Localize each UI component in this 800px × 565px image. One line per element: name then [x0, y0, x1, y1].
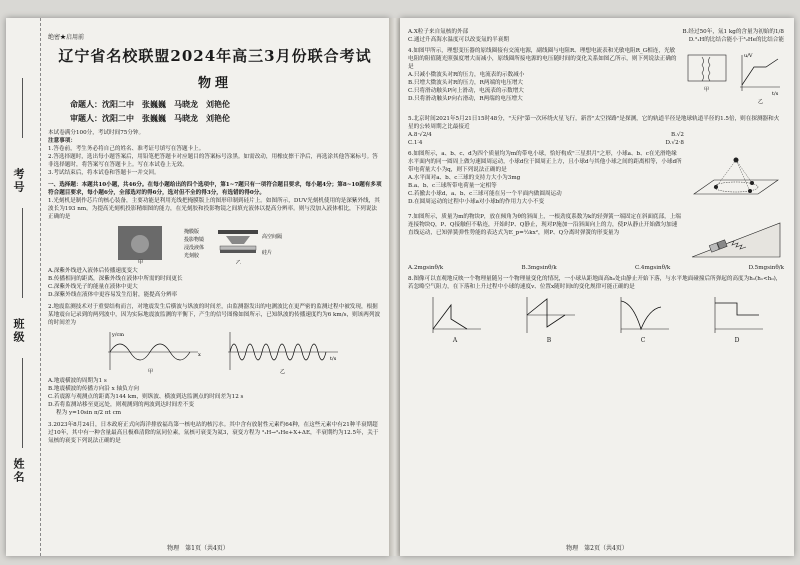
q1-label-liquid: 浸没液体	[184, 245, 205, 251]
q6-options	[408, 174, 682, 206]
photo-detail	[131, 235, 149, 253]
binding-line	[22, 78, 23, 138]
q2-option-b: B.地震横波的传播方向沿 x 轴负方向	[48, 386, 139, 392]
q5-options-row-1	[408, 131, 784, 139]
q7-option-b: B.3mgsinθ/k	[521, 265, 557, 271]
q8-graph-b	[519, 295, 579, 344]
q8-graph-b-label: B	[546, 337, 552, 344]
q5-option-d: D.√2·8	[665, 140, 684, 146]
secret-mark: 绝密★启用前	[48, 34, 85, 41]
q8-graph-c	[613, 295, 673, 344]
q1-caption-a: 甲	[138, 260, 144, 264]
q6-link-db	[736, 160, 750, 191]
q2-caption-b: 乙	[280, 369, 286, 374]
q6-option-b: B.a、b、c三球所带电荷量一定相等	[408, 183, 497, 189]
q7-option-c: C.4mgsinθ/k	[635, 265, 671, 271]
q2-equation: 程为 y=10sin π/2 πt cm	[56, 410, 122, 416]
q3-option-d: D.³₁H的比结合能小于³₂He的比结合能	[688, 37, 784, 43]
q5-option-a: A.8·√2/4	[408, 132, 432, 138]
q3-option-c: C.通过升高海水温度可以改变氚的半衰期	[408, 37, 509, 43]
q8-graph-a-label: A	[452, 337, 458, 344]
q4-options	[408, 71, 678, 103]
q1-caption-b: 乙	[236, 260, 242, 264]
q4-label-u: u/V	[744, 53, 753, 59]
q2-options	[48, 377, 382, 417]
q3-options	[408, 28, 784, 44]
question-4: 4.如图甲所示，理想变压器的原线圈接有交流电源，副线圈与电阻R、理想电流表和光敏电阻R_G相连，光敏电阻的阻值随光照强度增大而减小，原线圈所接电源的电压随时间的变化关系如图乙所示，则下列说法正确的是	[408, 48, 677, 70]
curve	[715, 303, 759, 315]
q1-label-gap: 高空间隔	[262, 234, 283, 240]
q8-graph-c-svg	[615, 295, 671, 335]
binding-line	[22, 208, 23, 298]
q2-option-d: D.若将监测站移至更远处，则观测到的两波到达时间差不变	[48, 402, 194, 408]
q8-graph-c-label: C	[640, 337, 646, 344]
q3-options-row-1	[408, 28, 784, 36]
q1-label-resist: 光刻胶	[184, 253, 200, 259]
section-1-header: 一、选择题：本题共10小题，共46分。在每小题给出的四个选项中，第1~7题只有一项符合题目要求，每小题4分；第8~10题有多项符合题目要求，每小题6分，全部选对的得6分，选对但不全的得3分，有选错的得0分。	[48, 182, 382, 196]
q4-coil-secondary	[709, 57, 711, 81]
q5-options-row-2	[408, 139, 784, 147]
q4-option-c: C.只将滑动触头P向上滑动，电流表的示数增大	[408, 88, 524, 94]
q4-graph-line	[742, 59, 778, 85]
q7-option-a: A.2mgsinθ/k	[408, 265, 444, 271]
q6-option-c: C.若撤去小球d，a、b、c三球可能在另一个平面内做圆周运动	[408, 191, 562, 197]
q2-label-x: x	[198, 352, 201, 358]
reviewer-line: 审题人：沈阳二中 张巍巍 马晓龙 刘艳伦	[70, 113, 230, 123]
authors	[48, 97, 382, 125]
q2-figure-svg	[48, 330, 378, 374]
q7-incline	[692, 223, 780, 257]
binding-strip	[6, 18, 41, 556]
binding-label-exam-no: 考号	[12, 168, 25, 194]
q8-graphs	[408, 295, 784, 344]
q5-options	[408, 131, 784, 147]
question-6: 6.如图所示，a、b、c、d为四个质量均为m的带电小球，恰好构成"三星拱月"之形，小球a、b、c在光滑绝缘水平面内的同一圆周上做匀速圆周运动，小球d位于圆周正上方，且小球d与其他小球之间的距离相等，小球d所带电荷量大小为q，则下列说法正确的是	[408, 151, 682, 173]
q8-graph-d-label: D	[734, 337, 740, 344]
q4-option-b: B.只增大微波头对R的压力，R两端的电压增大	[408, 80, 524, 86]
q4-label-t: t/s	[772, 91, 779, 97]
page-1	[6, 18, 390, 556]
notice-title: 注意事项：	[48, 138, 76, 144]
curve	[433, 305, 467, 329]
q2-option-a: A.地震横波的周期为1 s	[48, 378, 107, 384]
q1-option-b: B.传播相同的距离，深紫外线在液体中所需的时间更长	[48, 276, 183, 282]
q4-option-a: A.只减小微波头对R的压力，电流表的示数减小	[408, 72, 525, 78]
q6-link-da	[716, 160, 736, 187]
q5-option-c: C.1∶4	[408, 140, 423, 146]
q1-option-d: D.深紫外线在液体中更容易发生衍射，能提高分辨率	[48, 292, 178, 298]
question-2: 2.地震监测技术对于重要结构而言，对地震发生后横波与纵波的时间差，由监测器发出的电测波比在更严密的监测过程中被发现，根据某地震台记录到的两列波中，因为实际地震波监测的平衡下，产生的信号图像如图所示，已知纵波的传播速度约为6 km/s，则该两列波的时间差为	[48, 304, 381, 326]
mask-plate	[218, 230, 258, 234]
subject-title: 物理	[197, 76, 232, 91]
q1-options	[48, 267, 382, 299]
binding-label-class: 班级	[12, 318, 25, 344]
page-2-content	[408, 18, 784, 344]
exam-intro: 本试卷满分100分，考试时间75分钟。	[48, 130, 145, 136]
curve	[621, 301, 661, 329]
projection-lens	[226, 236, 250, 244]
q1-label-mask: 掩膜版	[184, 229, 200, 235]
q3-options-row-2	[408, 36, 784, 44]
q8-graph-d	[707, 295, 767, 344]
wafer	[220, 250, 256, 253]
q7-option-d: D.5mgsinθ/k	[748, 265, 784, 271]
q8-graph-d-svg	[709, 295, 765, 335]
q1-option-a: A.深紫外线进入液体后传播速度变大	[48, 268, 138, 274]
question-8: 8.图像可以直观地反映一个物理量随另一个物理量变化的情况，一小球从距地面高h₀处由静止开始下落，与水平地面碰撞后所弹起的高度为h₁(h₁<h₀)，若忽略空气阻力，在下落和上升过程中小球的速度v、位置x随时间t的变化规律可能正确的是	[408, 276, 782, 290]
q6-option-d: D.在圆周运动的过程中小球a对小球b的作用力大小不变	[408, 199, 545, 205]
q7-block	[408, 213, 784, 263]
q8-graph-a	[425, 295, 485, 344]
q6-link-dc	[736, 160, 752, 183]
q1-figure-svg	[48, 224, 378, 264]
notice-3: 3.考试结束后，将本试卷和答题卡一并交回。	[48, 170, 160, 176]
q3-option-b: B.经过50年，氚1 kg的含量为初始的1/8	[682, 29, 784, 35]
q4-block	[408, 47, 784, 111]
exam-title: 辽宁省名校联盟2024年高三3月份联合考试	[58, 47, 372, 65]
curve	[527, 299, 565, 327]
q4-transformer-circuit	[688, 55, 726, 81]
q7-text-col	[408, 213, 682, 263]
q2-figure	[48, 330, 382, 374]
q1-figure	[48, 224, 382, 264]
q5-option-b: B.√2	[670, 132, 684, 138]
q8-graph-a-svg	[427, 295, 483, 335]
question-1: 1.光刻机是制作芯片的核心装备，主要功能是利用光线把掩膜版上的图形印制到硅片上。如图所示，DUV光刻机使用的是深紫外线，其波长为193 nm。为提高光刻机投影精细图的能力，在光刻胶和投影物镜之间填充液体以提高分辨率。则与没加入液体相比，下列说法正确的是	[48, 198, 380, 220]
q2-label-t: t/s	[330, 356, 337, 362]
q3-option-a: A.X粒子来自氚核的外部	[408, 29, 469, 35]
question-7: 7.如图所示，质量为m的物块P，放在倾角为θ的斜面上，一根劲度系数为k的轻弹簧一端固定在斜面底部，上端连接物块Q，P、Q接触但不粘连，开始时P、Q静止，现对P施加一沿斜面向上的力，使P从静止开始做匀加速直线运动，已知弹簧弹性势能的表达式为E_p=½kx²，则P、Q分离时弹簧的形变量为	[408, 214, 681, 236]
page-1-content	[48, 18, 382, 445]
q6-block	[408, 150, 784, 210]
q1-label-lens: 投影物镜	[184, 237, 205, 243]
q7-figure	[688, 213, 784, 263]
notice-2: 2.答选择题时，选出每小题答案后，用铅笔把答题卡对应题目的答案标号涂黑。如需改动，用橡皮擦干净后，再选涂其他答案标号。答非选择题时，将答案写在答题卡上。写在本试卷上无效。	[48, 154, 378, 168]
q4-option-d: D.只将滑动触头P向右滑动，R两端的电压增大	[408, 96, 523, 102]
question-5: 5.北京时间2021年5月21日15时48分，"天问"第一次环绕火星飞行，新晋"太空探路"是探测，它的轨道半径是地球轨道半径的1.5倍，则在探测器和火星的公转周期之比最接近	[408, 116, 780, 130]
q6-figure	[688, 150, 784, 210]
q4-caption-b: 乙	[758, 99, 764, 105]
notice-1: 1.答卷前，考生务必将自己的姓名、准考证号填写在答题卡上。	[48, 146, 205, 152]
q4-coil-primary	[702, 57, 704, 81]
q1-label-wafer: 硅片	[262, 250, 273, 256]
immersion-liquid	[220, 246, 256, 250]
q2-caption-a: 甲	[148, 369, 154, 374]
question-3: 3.2023年8月24日，日本政府正式向海洋排放福岛第一核电站的核污水。其中含有放射性元素约64种，在这些元素中有21种半衰期超过10年，其中有一种含量最高且极难清除的氚同位素，氚核可衰变为氦3，衰变方程为 ³₁H→³₂He+X+ΔE，半衰期约为12.5年，关于氚核的衰变下列说法正确的是	[48, 422, 379, 444]
binding-line	[22, 358, 23, 448]
q8-graph-b-svg	[521, 295, 577, 335]
q4-caption-a: 甲	[704, 87, 710, 93]
page-2-footer: 物理 第2页（共4页）	[566, 545, 628, 552]
page-2	[400, 18, 794, 556]
q4-text-col	[408, 47, 678, 111]
q2-option-c: C.若震源与观测点的距离为144 km，则纵波、横波到达监测点的时间差为12 s	[48, 394, 244, 400]
q2-label-ycm: y/cm	[112, 332, 125, 338]
author-line: 命题人：沈阳二中 张巍巍 马晓龙 刘艳伦	[70, 99, 230, 109]
binding-label-name: 姓名	[12, 458, 25, 484]
q7-options	[408, 265, 784, 271]
page-1-footer: 物理 第1页（共4页）	[167, 545, 229, 552]
q6-text-col	[408, 150, 682, 210]
q1-option-c: C.深紫外线光子的能量在液体中更大	[48, 284, 138, 290]
q4-figure	[684, 47, 784, 111]
q6-option-a: A.水平面对a、b、c三球的支持力大小为3mg	[408, 175, 521, 181]
